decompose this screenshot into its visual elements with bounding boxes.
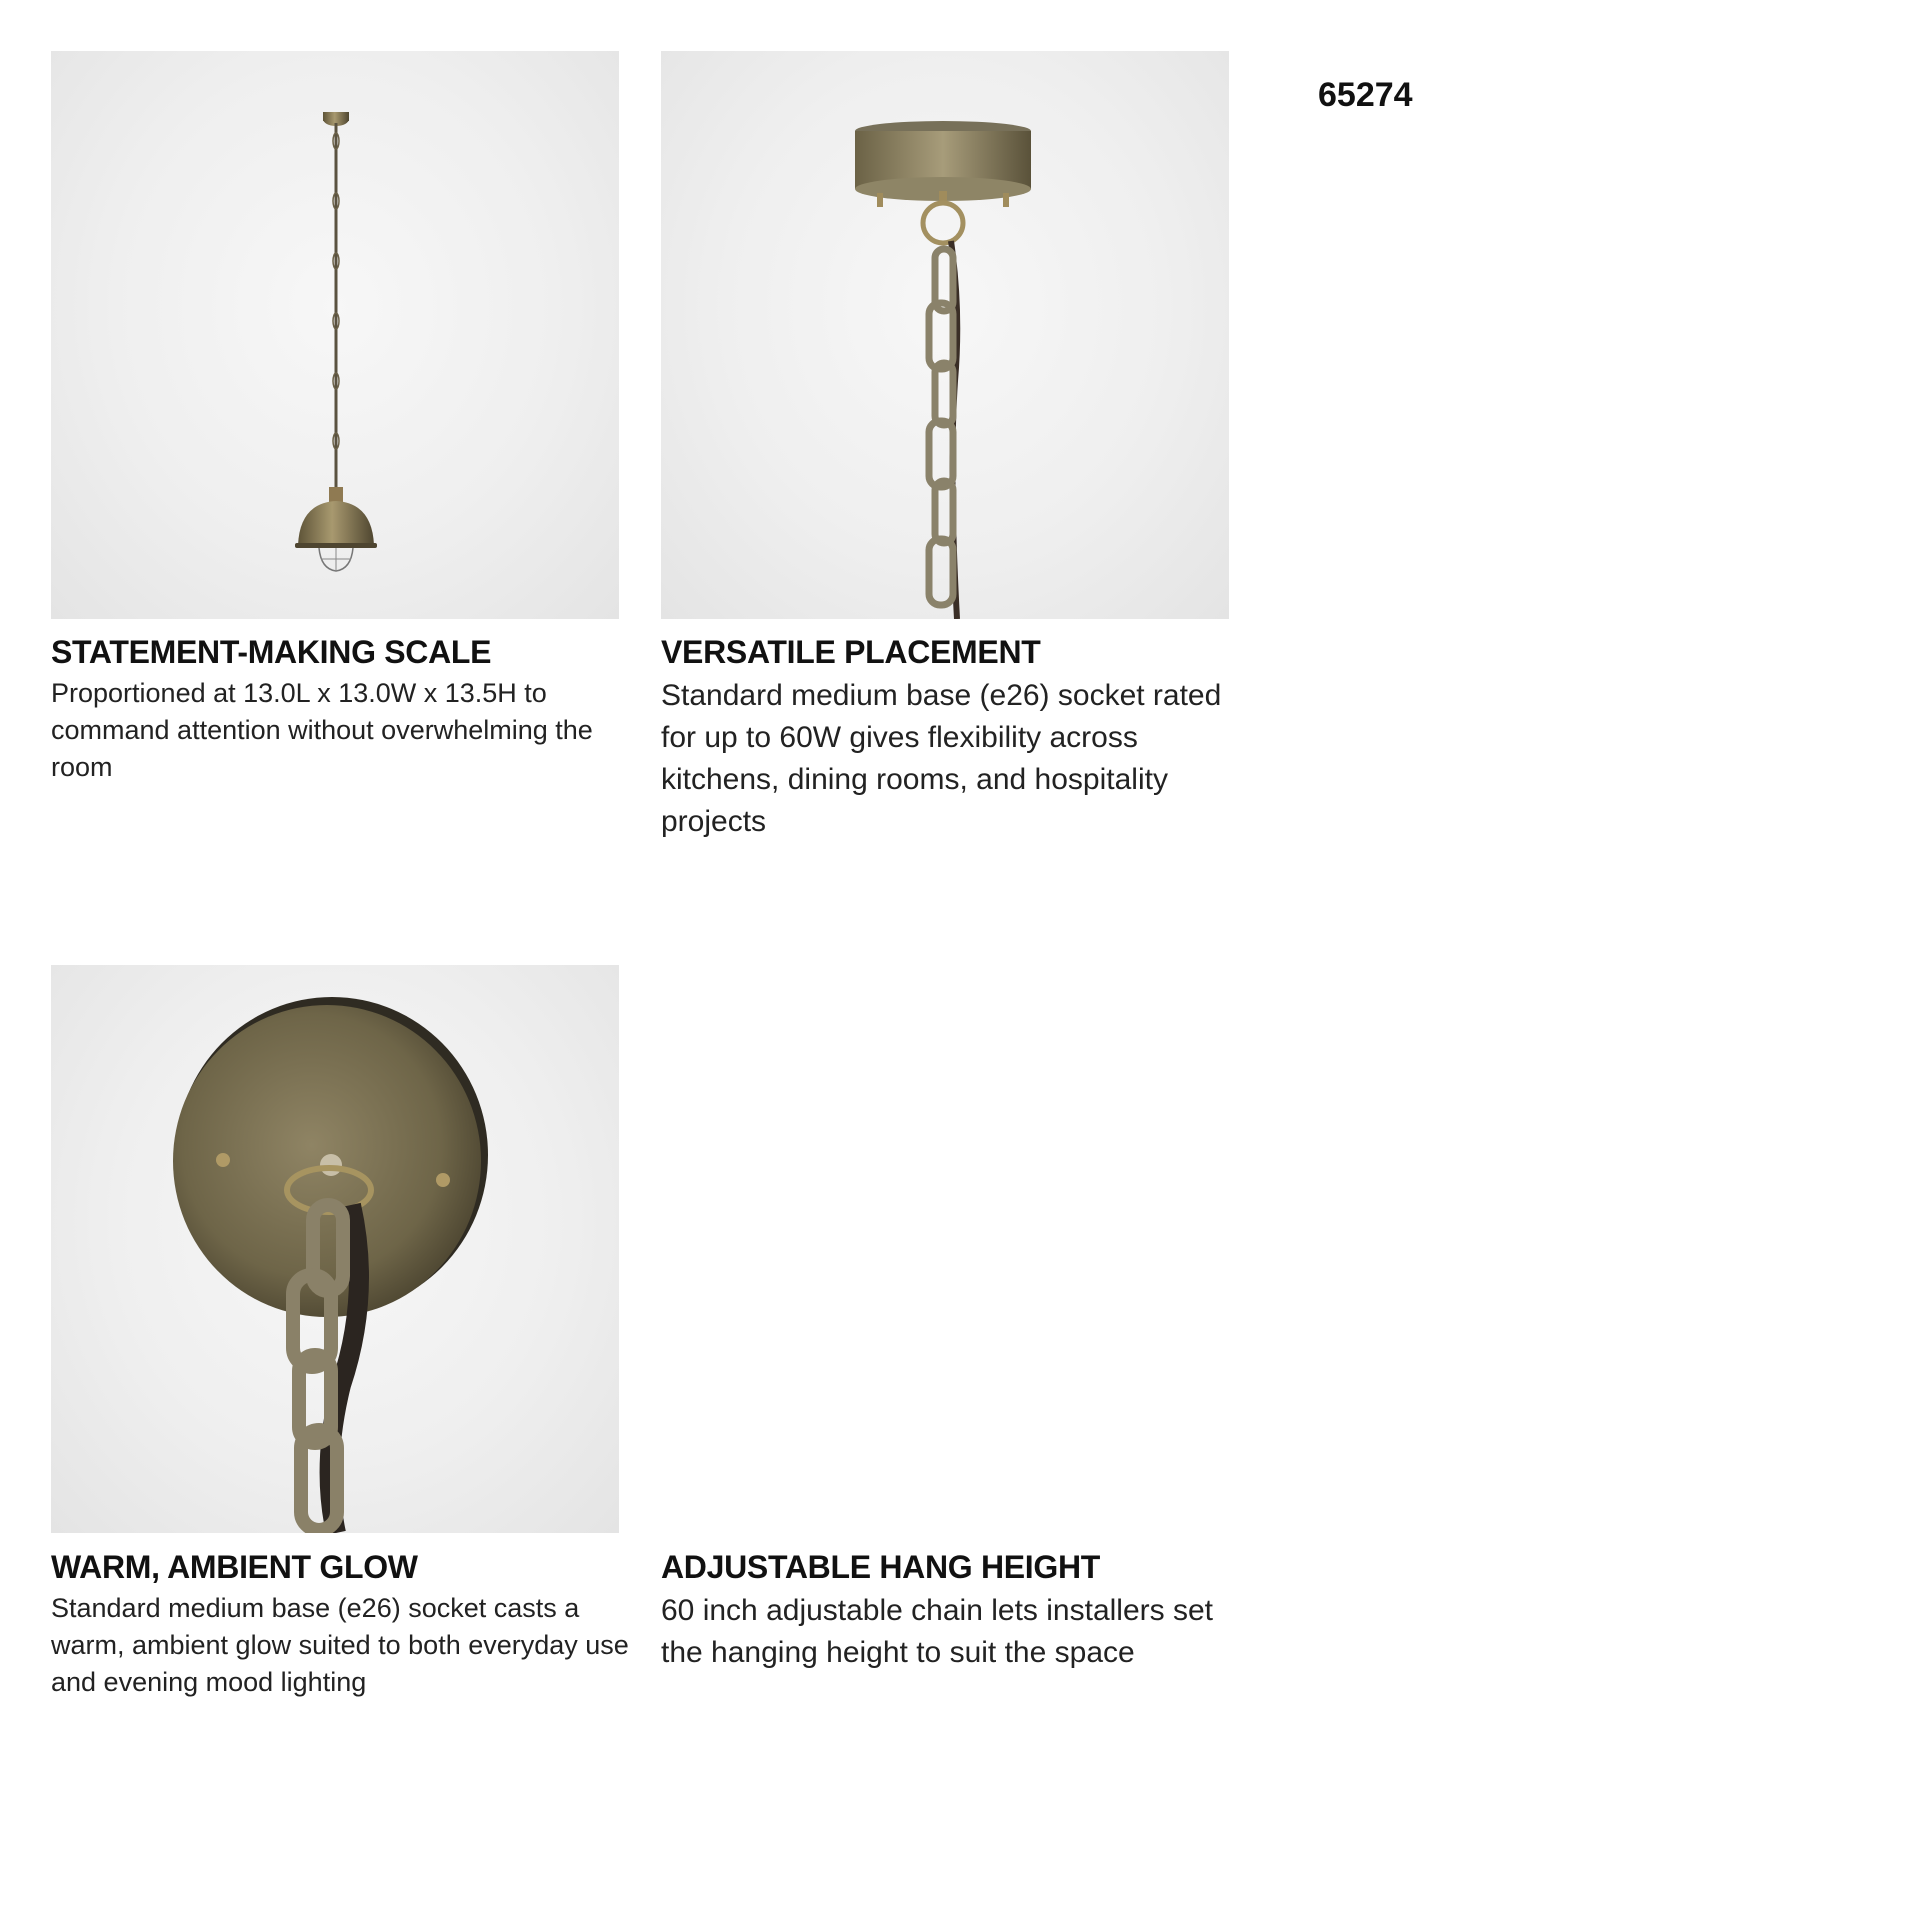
canopy-underside-image xyxy=(51,965,619,1533)
feature-versatile-placement xyxy=(661,632,1241,843)
feature-title: STATEMENT-MAKING SCALE xyxy=(51,634,492,670)
feature-title: ADJUSTABLE HANG HEIGHT xyxy=(661,1549,1101,1585)
feature-title: WARM, AMBIENT GLOW xyxy=(51,1549,418,1585)
feature-title: VERSATILE PLACEMENT xyxy=(661,634,1041,670)
feature-statement-making-scale xyxy=(51,632,631,786)
pendant-full-image xyxy=(51,51,619,619)
feature-description: Proportioned at 13.0L x 13.0W x 13.5H to command attention without overwhelming the room xyxy=(51,678,593,782)
sku-number: 65274 xyxy=(1318,76,1413,114)
feature-description: Standard medium base (e26) socket casts a warm, ambient glow suited to both everyday use and evening mood lighting xyxy=(51,1593,629,1697)
feature-description: Standard medium base (e26) socket rated for up to 60W gives flexibility across kitchens, dining rooms, and hospitality projects xyxy=(661,679,1222,838)
feature-description: 60 inch adjustable chain lets installers set the hanging height to suit the space xyxy=(661,1594,1213,1669)
feature-adjustable-hang-height xyxy=(661,1547,1241,1674)
feature-warm-ambient-glow xyxy=(51,1547,631,1701)
canopy-chain-image xyxy=(661,51,1229,619)
